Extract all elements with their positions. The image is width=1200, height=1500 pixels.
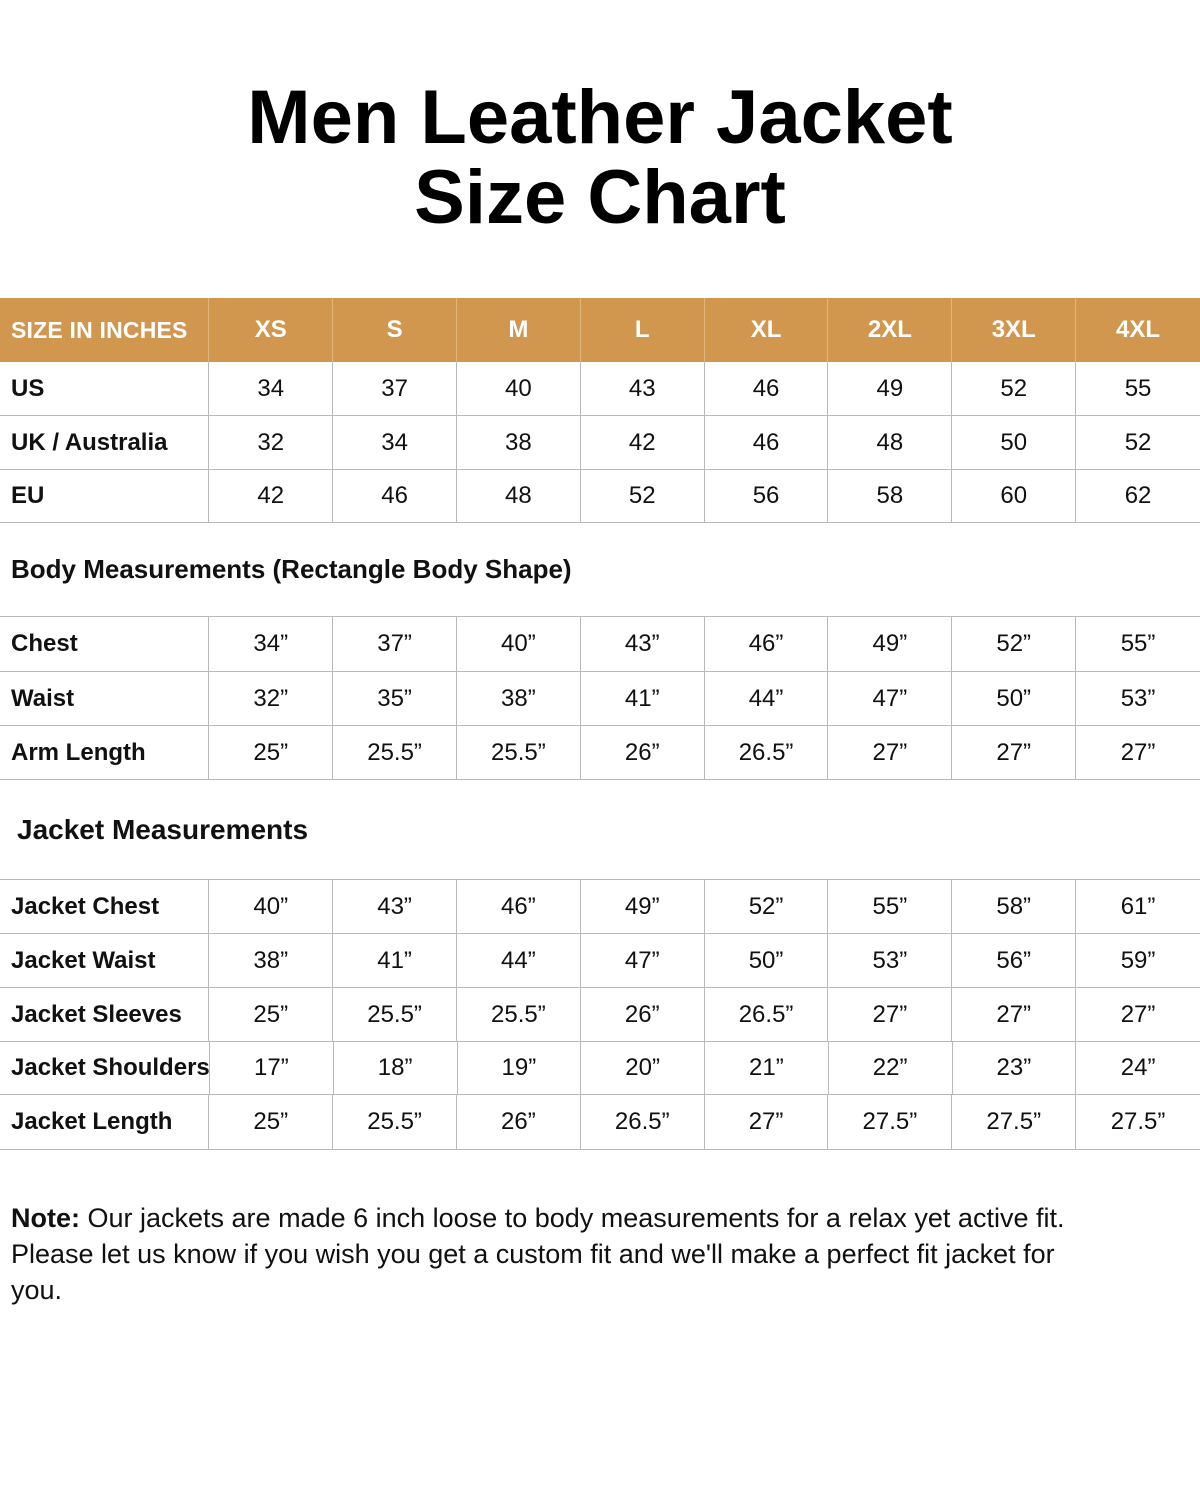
table-cell: 19” bbox=[458, 1042, 582, 1094]
table-cell: 52” bbox=[952, 617, 1076, 671]
table-cell: 49” bbox=[828, 617, 952, 671]
table-cell: 59” bbox=[1120, 946, 1156, 974]
chart-title-line-1: Men Leather Jacket bbox=[247, 75, 953, 160]
table-cell: 56 bbox=[705, 470, 829, 522]
table-cell: 34 bbox=[333, 416, 457, 469]
table-cell: 40” bbox=[457, 617, 581, 671]
table-cell: 47” bbox=[581, 934, 705, 987]
table-row bbox=[0, 1042, 1200, 1095]
header-size-xl: XL bbox=[705, 298, 829, 362]
table-row bbox=[0, 726, 1200, 780]
row-label: EU bbox=[0, 470, 209, 522]
table-cell: 25.5” bbox=[457, 726, 581, 779]
note bbox=[11, 1200, 1071, 1308]
table-cell: 26.5” bbox=[705, 726, 829, 779]
table-cell: 50 bbox=[952, 416, 1076, 469]
table-cell: 43 bbox=[581, 362, 705, 415]
table-cell: 48 bbox=[457, 470, 581, 522]
table-cell: 52 bbox=[1124, 428, 1152, 456]
table-cell: 27” bbox=[1120, 1000, 1156, 1028]
header-size-3xl: 3XL bbox=[952, 298, 1076, 362]
table-row bbox=[0, 880, 1200, 934]
table-cell: 24” bbox=[1120, 1054, 1156, 1081]
table-cell: 53” bbox=[828, 934, 952, 987]
table-cell: 58” bbox=[952, 880, 1076, 933]
table-cell: 48 bbox=[828, 416, 952, 469]
table-cell: 46 bbox=[705, 362, 829, 415]
table-cell: 25.5” bbox=[457, 988, 581, 1041]
table-cell: 56” bbox=[952, 934, 1076, 987]
row-label: US bbox=[0, 362, 209, 415]
table-cell: 26” bbox=[581, 726, 705, 779]
header-size-m: M bbox=[457, 298, 581, 362]
table-cell: 38” bbox=[457, 672, 581, 725]
table-row bbox=[0, 416, 1200, 470]
table-cell: 17” bbox=[210, 1042, 334, 1094]
header-size-4xl: 4XL bbox=[1116, 316, 1161, 343]
table-row bbox=[0, 1095, 1200, 1150]
table-cell: 26” bbox=[581, 988, 705, 1041]
table-cell: 25.5” bbox=[333, 726, 457, 779]
header-size-l: L bbox=[581, 298, 705, 362]
table-cell: 46” bbox=[705, 617, 829, 671]
table-cell: 27” bbox=[828, 726, 952, 779]
table-cell: 25.5” bbox=[333, 1095, 457, 1149]
row-label: Jacket Length bbox=[0, 1095, 209, 1149]
table-cell: 46 bbox=[705, 416, 829, 469]
header-size-s: S bbox=[333, 298, 457, 362]
table-cell: 25” bbox=[209, 726, 333, 779]
table-cell: 32” bbox=[209, 672, 333, 725]
header-size-2xl: 2XL bbox=[828, 298, 952, 362]
table-cell: 40 bbox=[457, 362, 581, 415]
table-cell: 37” bbox=[333, 617, 457, 671]
table-cell: 25” bbox=[209, 1095, 333, 1149]
table-cell: 25” bbox=[209, 988, 333, 1041]
table-cell: 55” bbox=[828, 880, 952, 933]
table-cell: 26.5” bbox=[581, 1095, 705, 1149]
table-row bbox=[0, 988, 1200, 1042]
table-cell: 34” bbox=[209, 617, 333, 671]
table-cell: 62 bbox=[1124, 482, 1152, 509]
table-cell: 38 bbox=[457, 416, 581, 469]
table-cell: 43” bbox=[333, 880, 457, 933]
row-label: Jacket Shoulders bbox=[0, 1042, 210, 1094]
table-cell: 42 bbox=[581, 416, 705, 469]
table-cell: 42 bbox=[209, 470, 333, 522]
table-cell: 41” bbox=[333, 934, 457, 987]
table-cell: 47” bbox=[828, 672, 952, 725]
table-cell: 21” bbox=[705, 1042, 829, 1094]
table-cell: 27” bbox=[705, 1095, 829, 1149]
table-cell: 32 bbox=[209, 416, 333, 469]
jacket-section-title: Jacket Measurements bbox=[0, 780, 1200, 880]
row-label: Jacket Waist bbox=[0, 934, 209, 987]
table-cell: 37 bbox=[333, 362, 457, 415]
body-section-title: Body Measurements (Rectangle Body Shape) bbox=[0, 523, 1200, 617]
row-label: Jacket Sleeves bbox=[0, 988, 209, 1041]
table-cell: 50” bbox=[705, 934, 829, 987]
table-row bbox=[0, 362, 1200, 416]
table-cell: 49” bbox=[581, 880, 705, 933]
table-cell: 18” bbox=[334, 1042, 458, 1094]
table-cell: 22” bbox=[829, 1042, 953, 1094]
note-label: Note: bbox=[11, 1203, 80, 1233]
table-cell: 35” bbox=[333, 672, 457, 725]
table-cell: 52 bbox=[581, 470, 705, 522]
table-row bbox=[0, 672, 1200, 726]
table-cell: 23” bbox=[953, 1042, 1077, 1094]
table-cell: 26.5” bbox=[705, 988, 829, 1041]
table-cell: 58 bbox=[828, 470, 952, 522]
chart-title bbox=[0, 75, 1200, 240]
table-cell: 44” bbox=[457, 934, 581, 987]
row-label: Jacket Chest bbox=[0, 880, 209, 933]
row-label: Chest bbox=[0, 617, 209, 671]
table-cell: 34 bbox=[209, 362, 333, 415]
table-cell: 52 bbox=[952, 362, 1076, 415]
table-row bbox=[0, 934, 1200, 988]
table-cell: 27” bbox=[828, 988, 952, 1041]
table-cell: 50” bbox=[952, 672, 1076, 725]
table-cell: 27” bbox=[952, 988, 1076, 1041]
header-row bbox=[0, 298, 1200, 362]
table-cell: 25.5” bbox=[333, 988, 457, 1041]
table-cell: 55” bbox=[1120, 630, 1156, 657]
table-cell: 44” bbox=[705, 672, 829, 725]
table-cell: 43” bbox=[581, 617, 705, 671]
table-cell: 27.5” bbox=[828, 1095, 952, 1149]
body-measurement-rows bbox=[0, 617, 1200, 780]
header-label: SIZE IN INCHES bbox=[0, 298, 209, 362]
table-cell: 40” bbox=[209, 880, 333, 933]
note-text: Our jackets are made 6 inch loose to body measurements for a relax yet active fit. Please let us know if you wish you get a custom fit and we'll make a perfect fit jacket for you. bbox=[11, 1203, 1065, 1305]
table-cell: 46” bbox=[457, 880, 581, 933]
row-label: UK / Australia bbox=[0, 416, 209, 469]
table-cell: 26” bbox=[457, 1095, 581, 1149]
header-size-xs: XS bbox=[209, 298, 333, 362]
table-cell: 60 bbox=[952, 470, 1076, 522]
size-conversion-rows bbox=[0, 362, 1200, 523]
table-cell: 49 bbox=[828, 362, 952, 415]
row-label: Waist bbox=[0, 672, 209, 725]
table-cell: 27.5” bbox=[952, 1095, 1076, 1149]
table-cell: 61” bbox=[1120, 892, 1156, 920]
row-label: Arm Length bbox=[0, 726, 209, 779]
table-cell: 46 bbox=[333, 470, 457, 522]
table-cell: 41” bbox=[581, 672, 705, 725]
table-cell: 27.5” bbox=[1110, 1108, 1166, 1135]
table-row bbox=[0, 617, 1200, 672]
table-cell: 53” bbox=[1120, 684, 1156, 712]
table-cell: 20” bbox=[581, 1042, 705, 1094]
jacket-measurement-rows bbox=[0, 880, 1200, 1150]
chart-title-line-2: Size Chart bbox=[414, 155, 786, 240]
table-cell: 27” bbox=[952, 726, 1076, 779]
size-chart-table bbox=[0, 298, 1200, 1150]
table-cell: 27” bbox=[1120, 738, 1156, 766]
table-row bbox=[0, 470, 1200, 523]
table-cell: 55 bbox=[1124, 374, 1152, 402]
table-cell: 38” bbox=[209, 934, 333, 987]
table-cell: 52” bbox=[705, 880, 829, 933]
